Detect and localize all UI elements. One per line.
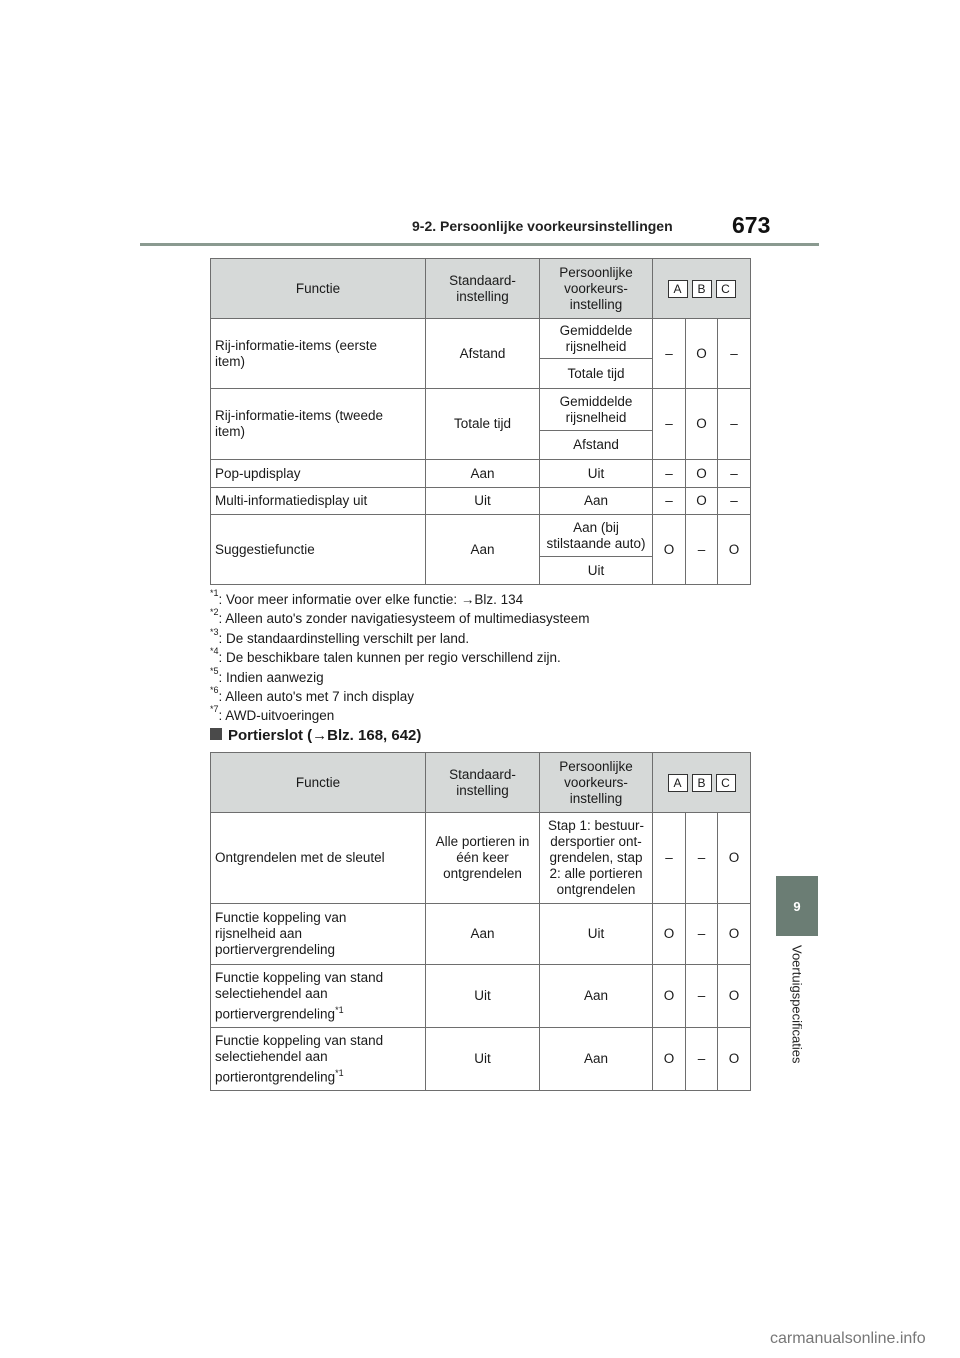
cell-option: Gemiddelde rijsnelheid [540,319,653,359]
section-title: Portierslot (→Blz. 168, 642) [228,727,422,744]
footnote [210,590,770,609]
cell-c: O [718,813,751,904]
header-functie: Functie [211,753,426,813]
cell-option: Aan [540,965,653,1028]
header-standaard: Standaard- instelling [426,259,540,319]
table-row [211,515,751,557]
footnote-ref: *1 [335,1067,344,1078]
cell-option: Aan (bij stilstaande auto) [540,515,653,557]
cell-b: – [686,813,718,904]
cell-func: Functie koppeling van rijsnelheid aan portiervergrendeling [211,904,426,965]
table-row [211,904,751,965]
letter-c-icon: C [716,774,736,792]
cell-default: Totale tijd [426,389,540,460]
cell-option: Afstand [540,431,653,460]
footnote-text: : Alleen auto's zonder navigatiesysteem of multimediasysteem [218,611,590,627]
cell-option: Uit [540,904,653,965]
letter-a-icon: A [668,280,688,298]
cell-func: Rij-informatie-items (eerste item) [211,319,426,389]
cell-a: O [653,965,686,1028]
letter-b-icon: B [692,280,712,298]
settings-table-1 [210,258,751,585]
cell-b: O [686,460,718,488]
footnotes [210,590,770,726]
watermark: carmanualsonline.info [770,1330,926,1347]
cell-b: – [686,1028,718,1091]
chapter-label: Voertuigspecificaties [789,945,805,1064]
footnote-mark: *3 [210,626,219,637]
cell-default: Alle portieren in één keer ontgrendelen [426,813,540,904]
cell-b: – [686,515,718,585]
footnote [210,626,770,648]
cell-a: – [653,460,686,488]
chapter-number: 9 [793,898,801,914]
cell-default: Aan [426,904,540,965]
header-letters [653,259,751,319]
chapter-tab[interactable] [776,876,818,936]
cell-a: O [653,904,686,965]
cell-default: Aan [426,515,540,585]
cell-default: Uit [426,1028,540,1091]
footnote [210,706,770,725]
cell-a: – [653,488,686,515]
cell-option: Gemiddelde rijsnelheid [540,389,653,431]
cell-func: Multi-informatiedisplay uit [211,488,426,515]
cell-b: O [686,488,718,515]
cell-option: Aan [540,488,653,515]
footnote-mark: *4 [210,646,219,657]
cell-c: – [718,460,751,488]
cell-default: Afstand [426,319,540,389]
footnote-mark: *1 [210,588,219,598]
cell-a: O [653,515,686,585]
header-persoonlijk: Persoonlijke voorkeurs- instelling [540,753,653,813]
footnote-ref: *1 [335,1004,344,1015]
footnote-mark: *5 [210,665,219,676]
cell-func: Ontgrendelen met de sleutel [211,813,426,904]
letter-c-icon: C [716,280,736,298]
table-row [211,389,751,431]
settings-table-2 [210,752,751,1091]
footnote-text: : AWD-uitvoeringen [218,708,335,724]
table-row [211,319,751,359]
cell-option: Uit [540,460,653,488]
cell-func: Rij-informatie-items (tweede item) [211,389,426,460]
cell-a: O [653,1028,686,1091]
cell-c: O [718,965,751,1028]
footnote-text: : Voor meer informatie over elke functie: →Blz. 134 [218,592,524,607]
cell-b: – [686,904,718,965]
footnote [210,665,770,687]
cell-a: – [653,319,686,389]
cell-b: – [686,965,718,1028]
footnote [210,687,770,706]
page-number: 673 [732,212,771,238]
cell-default: Uit [426,965,540,1028]
cell-c: – [718,488,751,515]
cell-option: Stap 1: bestuur- dersportier ont- grendelen, stap 2: alle portieren ontgrendelen [540,813,653,904]
cell-option: Totale tijd [540,359,653,389]
footnote [210,609,770,628]
header-persoonlijk: Persoonlijke voorkeurs- instelling [540,259,653,319]
footnote-mark: *7 [210,704,219,715]
cell-func: Suggestiefunctie [211,515,426,585]
cell-c: – [718,389,751,460]
cell-func [211,1028,426,1091]
letter-b-icon: B [692,774,712,792]
table-row [211,813,751,904]
cell-c: – [718,319,751,389]
cell-b: O [686,389,718,460]
header-rule [140,243,819,246]
cell-c: O [718,515,751,585]
cell-func [211,965,426,1028]
cell-func-text: Functie koppeling van stand selectiehendel aan portiervergrendeling [215,969,384,1022]
footnote-text: : Indien aanwezig [218,669,324,685]
section-heading [210,727,421,744]
cell-option: Aan [540,1028,653,1091]
footnote-mark: *6 [210,685,219,696]
table-row [211,1028,751,1091]
table-row [211,460,751,488]
footnote-text: : De beschikbare talen kunnen per regio verschillend zijn. [218,650,561,666]
letter-a-icon: A [668,774,688,792]
footnote [210,648,770,667]
square-bullet-icon [210,728,222,740]
header-letters [653,753,751,813]
cell-option: Uit [540,557,653,585]
cell-a: – [653,389,686,460]
cell-b: O [686,319,718,389]
cell-a: – [653,813,686,904]
cell-default: Aan [426,460,540,488]
table-row [211,488,751,515]
cell-func: Pop-updisplay [211,460,426,488]
header-standaard: Standaard- instelling [426,753,540,813]
footnote-text: : De standaardinstelling verschilt per land. [218,630,470,646]
cell-c: O [718,1028,751,1091]
page-header-title: 9-2. Persoonlijke voorkeursinstellingen [412,218,673,234]
header-functie: Functie [211,259,426,319]
cell-c: O [718,904,751,965]
cell-func-text: Functie koppeling van stand selectiehendel aan portierontgrendeling [215,1032,384,1085]
footnote-mark: *2 [210,607,219,618]
footnote-text: : Alleen auto's met 7 inch display [218,689,414,705]
table-row [211,965,751,1028]
cell-default: Uit [426,488,540,515]
